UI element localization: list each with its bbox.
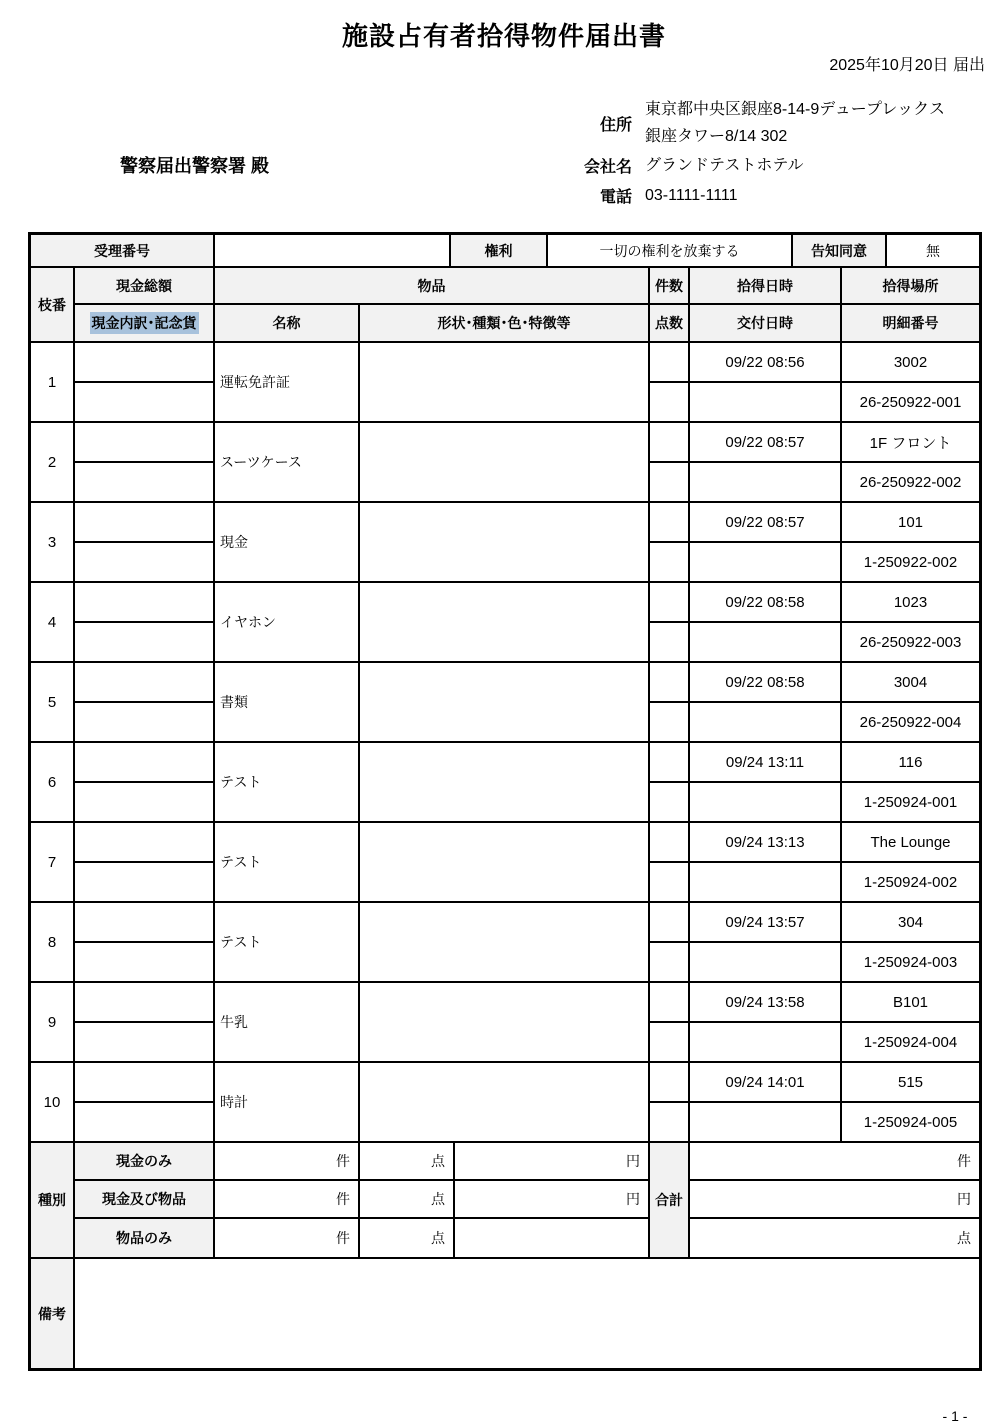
item-row-3	[31, 503, 979, 583]
count-cell	[650, 903, 690, 943]
company-row	[560, 150, 990, 180]
count-cell	[650, 583, 690, 623]
item-row-7	[31, 823, 979, 903]
item-name-cell: 書類	[215, 663, 360, 741]
company-value: グランドテストホテル	[645, 156, 804, 174]
phone-row	[560, 180, 990, 210]
delivered-datetime-cell	[690, 1023, 842, 1061]
found-datetime-cell: 09/22 08:58	[690, 663, 842, 703]
count-cell	[650, 743, 690, 783]
summary-label-cash-only: 現金のみ	[75, 1143, 215, 1181]
features-cell	[360, 343, 650, 421]
cash-breakdown-lower-cell	[75, 1023, 215, 1061]
summary-yen-empty-cell	[455, 1219, 650, 1257]
item-name-cell: イヤホン	[215, 583, 360, 661]
grand-total-points-cell: 点	[957, 1230, 971, 1246]
report-form-table	[28, 232, 982, 1371]
found-datetime-cell: 09/24 14:01	[690, 1063, 842, 1103]
summary-count-unit: 件	[215, 1181, 360, 1219]
cash-breakdown-cell	[75, 423, 215, 463]
found-place-cell: 515	[842, 1063, 979, 1103]
rights-label: 権利	[451, 235, 548, 266]
features-cell	[360, 823, 650, 901]
grand-total-count-cell: 件	[690, 1143, 979, 1181]
col-header-points: 点数	[650, 305, 690, 341]
points-cell	[650, 383, 690, 421]
delivered-datetime-cell	[690, 463, 842, 501]
item-name-cell: 運転免許証	[215, 343, 360, 421]
item-name-cell: テスト	[215, 903, 360, 981]
cash-breakdown-cell	[75, 343, 215, 383]
branch-no-cell: 7	[31, 823, 75, 901]
features-cell	[360, 663, 650, 741]
col-header-count: 件数	[650, 268, 690, 305]
receipt-number-label: 受理番号	[31, 235, 215, 266]
count-cell	[650, 503, 690, 543]
points-cell	[650, 703, 690, 741]
branch-no-cell: 2	[31, 423, 75, 501]
found-place-cell: 1F フロント	[842, 423, 979, 463]
found-datetime-cell: 09/22 08:57	[690, 503, 842, 543]
highlighted-text: 現金内訳･記念貨	[90, 312, 199, 334]
points-cell	[650, 783, 690, 821]
item-row-8	[31, 903, 979, 983]
cash-breakdown-lower-cell	[75, 783, 215, 821]
points-cell	[650, 623, 690, 661]
cash-breakdown-cell	[75, 1063, 215, 1103]
features-cell	[360, 503, 650, 581]
cash-breakdown-cell	[75, 983, 215, 1023]
found-place-cell: 116	[842, 743, 979, 783]
features-cell	[360, 983, 650, 1061]
rights-value: 一切の権利を放棄する	[548, 235, 793, 266]
summary-yen-unit: 円	[455, 1143, 650, 1181]
branch-no-cell: 9	[31, 983, 75, 1061]
item-row-2	[31, 423, 979, 503]
cash-breakdown-lower-cell	[75, 383, 215, 421]
count-cell	[650, 983, 690, 1023]
cash-breakdown-cell	[75, 663, 215, 703]
delivered-datetime-cell	[690, 863, 842, 901]
receipt-number-value-cell	[215, 235, 451, 266]
item-name-cell: テスト	[215, 743, 360, 821]
points-cell	[650, 1103, 690, 1141]
item-row-6	[31, 743, 979, 823]
features-cell	[360, 903, 650, 981]
detail-number-cell: 1-250922-002	[863, 553, 958, 571]
features-cell	[360, 743, 650, 821]
item-row-4	[31, 583, 979, 663]
cash-breakdown-cell	[75, 503, 215, 543]
branch-no-cell: 1	[31, 343, 75, 421]
found-place-cell: B101	[842, 983, 979, 1023]
summary-section	[31, 1143, 979, 1259]
features-cell	[360, 1063, 650, 1141]
delivered-datetime-cell	[690, 623, 842, 661]
count-cell	[650, 343, 690, 383]
delivered-datetime-cell	[690, 943, 842, 981]
cash-breakdown-lower-cell	[75, 623, 215, 661]
cash-breakdown-lower-cell	[75, 463, 215, 501]
detail-number-cell: 1-250924-003	[863, 953, 958, 971]
category-label: 種別	[31, 1143, 75, 1257]
consent-label: 告知同意	[793, 235, 887, 266]
item-name-cell: テスト	[215, 823, 360, 901]
cash-breakdown-lower-cell	[75, 863, 215, 901]
summary-label-goods-only: 物品のみ	[75, 1219, 215, 1257]
col-header-cash-breakdown	[75, 305, 215, 341]
col-header-cash-total: 現金総額	[75, 268, 215, 305]
branch-no-cell: 5	[31, 663, 75, 741]
page-number: - 1 -	[942, 1408, 968, 1424]
cash-breakdown-lower-cell	[75, 543, 215, 581]
item-name-cell: 時計	[215, 1063, 360, 1141]
summary-count-unit: 件	[215, 1219, 360, 1257]
detail-number-cell: 26-250922-002	[859, 473, 962, 491]
cash-breakdown-lower-cell	[75, 703, 215, 741]
summary-count-unit: 件	[215, 1143, 360, 1181]
points-cell	[650, 543, 690, 581]
found-datetime-cell: 09/24 13:57	[690, 903, 842, 943]
delivered-datetime-cell	[690, 783, 842, 821]
item-row-1	[31, 343, 979, 423]
summary-label-cash-and-goods: 現金及び物品	[75, 1181, 215, 1219]
delivered-datetime-cell	[690, 703, 842, 741]
address-line-1: 東京都中央区銀座8-14-9デュープレックス	[645, 101, 946, 118]
cash-breakdown-lower-cell	[75, 1103, 215, 1141]
detail-number-cell: 1-250924-002	[863, 873, 958, 891]
remarks-label: 備考	[31, 1259, 75, 1368]
item-name-cell: スーツケース	[215, 423, 360, 501]
delivered-datetime-cell	[690, 543, 842, 581]
item-row-10	[31, 1063, 979, 1143]
found-place-cell: 101	[842, 503, 979, 543]
found-datetime-cell: 09/24 13:58	[690, 983, 842, 1023]
address-value	[645, 96, 945, 150]
features-cell	[360, 583, 650, 661]
count-cell	[650, 1063, 690, 1103]
summary-points-unit: 点	[360, 1181, 455, 1219]
delivered-datetime-cell	[690, 1103, 842, 1141]
column-header-rows	[31, 268, 979, 343]
cash-breakdown-cell	[75, 823, 215, 863]
address-label: 住所	[599, 116, 632, 134]
branch-no-cell: 6	[31, 743, 75, 821]
found-place-cell: 3004	[842, 663, 979, 703]
col-header-item-name: 名称	[215, 305, 360, 341]
table-top-row	[31, 235, 979, 268]
item-name-cell: 現金	[215, 503, 360, 581]
report-date: 2025年10月20日 届出	[829, 57, 985, 74]
found-datetime-cell: 09/24 13:11	[690, 743, 842, 783]
points-cell	[650, 1023, 690, 1061]
found-place-cell: 1023	[842, 583, 979, 623]
points-cell	[650, 943, 690, 981]
detail-number-cell: 1-250924-005	[863, 1113, 958, 1131]
cash-breakdown-lower-cell	[75, 943, 215, 981]
cash-breakdown-cell	[75, 743, 215, 783]
remarks-section	[31, 1259, 979, 1368]
branch-no-cell: 10	[31, 1063, 75, 1141]
found-datetime-cell: 09/22 08:56	[690, 343, 842, 383]
detail-number-cell: 26-250922-004	[859, 713, 962, 731]
col-header-delivered-datetime: 交付日時	[690, 305, 842, 341]
branch-no-cell: 8	[31, 903, 75, 981]
col-header-detail-number: 明細番号	[842, 305, 979, 341]
summary-points-unit: 点	[360, 1143, 455, 1181]
found-datetime-cell: 09/24 13:13	[690, 823, 842, 863]
phone-label: 電話	[599, 188, 632, 206]
found-place-cell: The Lounge	[842, 823, 979, 863]
detail-number-cell: 1-250924-004	[863, 1033, 958, 1051]
col-header-found-datetime: 拾得日時	[690, 268, 842, 305]
detail-number-cell: 26-250922-001	[859, 393, 962, 411]
cash-breakdown-cell	[75, 903, 215, 943]
item-row-5	[31, 663, 979, 743]
summary-yen-unit: 円	[455, 1181, 650, 1219]
col-header-branch-no: 枝番	[31, 268, 75, 341]
count-cell	[650, 823, 690, 863]
item-name-cell: 牛乳	[215, 983, 360, 1061]
company-label: 会社名	[583, 158, 632, 176]
found-place-cell: 3002	[842, 343, 979, 383]
cash-breakdown-cell	[75, 583, 215, 623]
address-line-2: 銀座タワー8/14 302	[645, 128, 788, 145]
found-place-cell: 304	[842, 903, 979, 943]
found-datetime-cell: 09/22 08:58	[690, 583, 842, 623]
found-datetime-cell: 09/22 08:57	[690, 423, 842, 463]
points-cell	[650, 863, 690, 901]
detail-number-cell: 1-250924-001	[863, 793, 958, 811]
consent-value: 無	[926, 242, 940, 259]
phone-value: 03-1111-1111	[645, 186, 738, 204]
page-title: 施設占有者拾得物件届出書	[341, 21, 666, 51]
item-row-9	[31, 983, 979, 1063]
col-header-found-place: 拾得場所	[842, 268, 979, 305]
branch-no-cell: 3	[31, 503, 75, 581]
addressee-line: 警察届出警察署 殿	[120, 156, 270, 176]
count-cell	[650, 663, 690, 703]
delivered-datetime-cell	[690, 383, 842, 421]
grand-total-label: 合計	[650, 1143, 690, 1257]
reporter-info-block	[560, 96, 990, 210]
remarks-content	[75, 1259, 979, 1368]
branch-no-cell: 4	[31, 583, 75, 661]
col-header-goods: 物品	[215, 268, 650, 305]
grand-total-yen-cell: 円	[690, 1181, 979, 1219]
features-cell	[360, 423, 650, 501]
detail-number-cell: 26-250922-003	[859, 633, 962, 651]
address-row	[560, 96, 990, 150]
col-header-features: 形状･種類･色･特徴等	[360, 305, 650, 341]
count-cell	[650, 423, 690, 463]
summary-points-unit: 点	[360, 1219, 455, 1257]
points-cell	[650, 463, 690, 501]
